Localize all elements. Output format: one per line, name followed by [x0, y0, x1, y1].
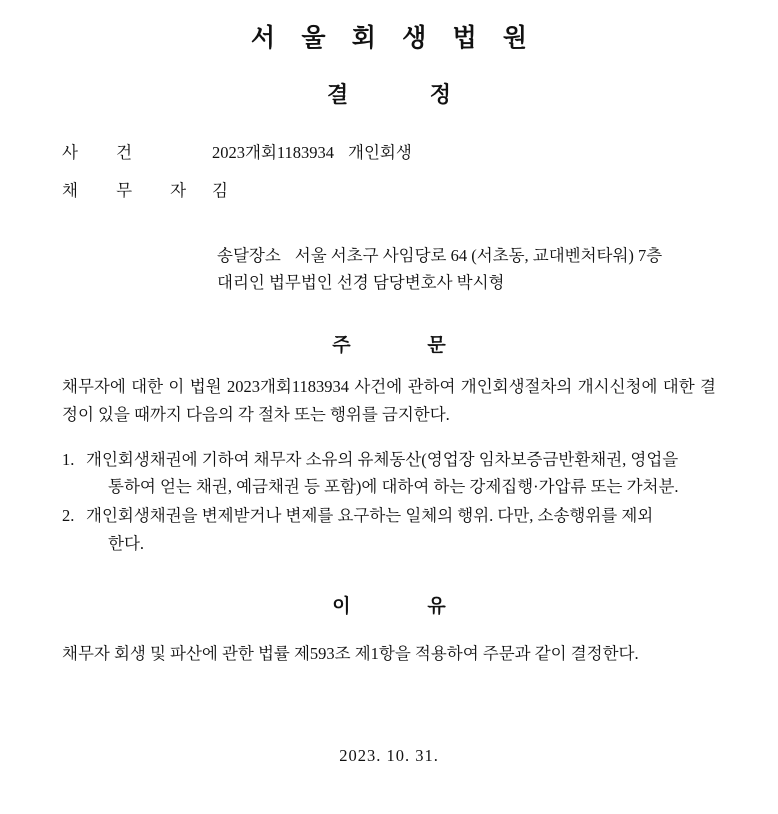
list-item-line-2: 한다.: [108, 533, 145, 553]
list-item-text: [86, 502, 716, 556]
delivery-agent-line: 대리인 법무법인 선경 담당변호사 박시형: [217, 272, 505, 292]
delivery-address-block: [217, 243, 716, 296]
court-title: 서 울 회 생 법 원: [250, 25, 538, 52]
reason-paragraph: 채무자 회생 및 파산에 관한 법률 제593조 제1항을 적용하여 주문과 같이 결정한다.: [62, 643, 639, 663]
list-item-line-2: 통하여 얻는 채권, 예금채권 등 포함)에 대하여 하는 강제집행·가압류 또는 가처분.: [108, 477, 679, 497]
list-item-number: 1.: [62, 449, 75, 469]
case-number-text: 2023개회1183934: [212, 143, 335, 162]
debtor-label: 채 무 자: [62, 181, 204, 200]
list-item-text: [86, 446, 716, 500]
case-number-value: [212, 139, 716, 163]
list-item-line-1: 개인회생채권에 기하여 채무자 소유의 유체동산(영업장 임차보증금반환채권, 영업을: [86, 449, 679, 469]
case-number-label: 사 건: [62, 143, 150, 162]
document-page: [0, 18, 778, 814]
delivery-address-text: 서울 서초구 사임당로 64 (서초동, 교대벤처타워) 7층: [294, 246, 663, 265]
order-paragraph: 채무자에 대한 이 법원 2023개회1183934 사건에 관하여 개인회생절차의 개시신청에 대한 결정이 있을 때까지 다음의 각 절차 또는 행위를 금지한다.: [62, 377, 716, 424]
section-heading-reason: 이 유: [332, 595, 482, 617]
case-type-text: 개인회생: [348, 143, 412, 162]
list-item-number: 2.: [62, 506, 75, 526]
delivery-address-label: 송달장소: [217, 246, 281, 265]
list-item: [62, 446, 716, 500]
document-type-heading: 결 정: [326, 82, 489, 107]
debtor-value: 김: [212, 181, 228, 200]
section-heading-order: 주 문: [332, 335, 482, 357]
order-items-list: [62, 446, 716, 557]
decision-date: 2023. 10. 31.: [339, 746, 439, 765]
case-info-block: [62, 139, 716, 201]
case-number-row: [62, 139, 716, 163]
list-item-line-1: 개인회생채권을 변제받거나 변제를 요구하는 일체의 행위. 다만, 소송행위를 제외: [86, 506, 654, 526]
list-item: [62, 502, 716, 556]
delivery-address-line: [217, 243, 716, 270]
debtor-row: [62, 177, 716, 201]
